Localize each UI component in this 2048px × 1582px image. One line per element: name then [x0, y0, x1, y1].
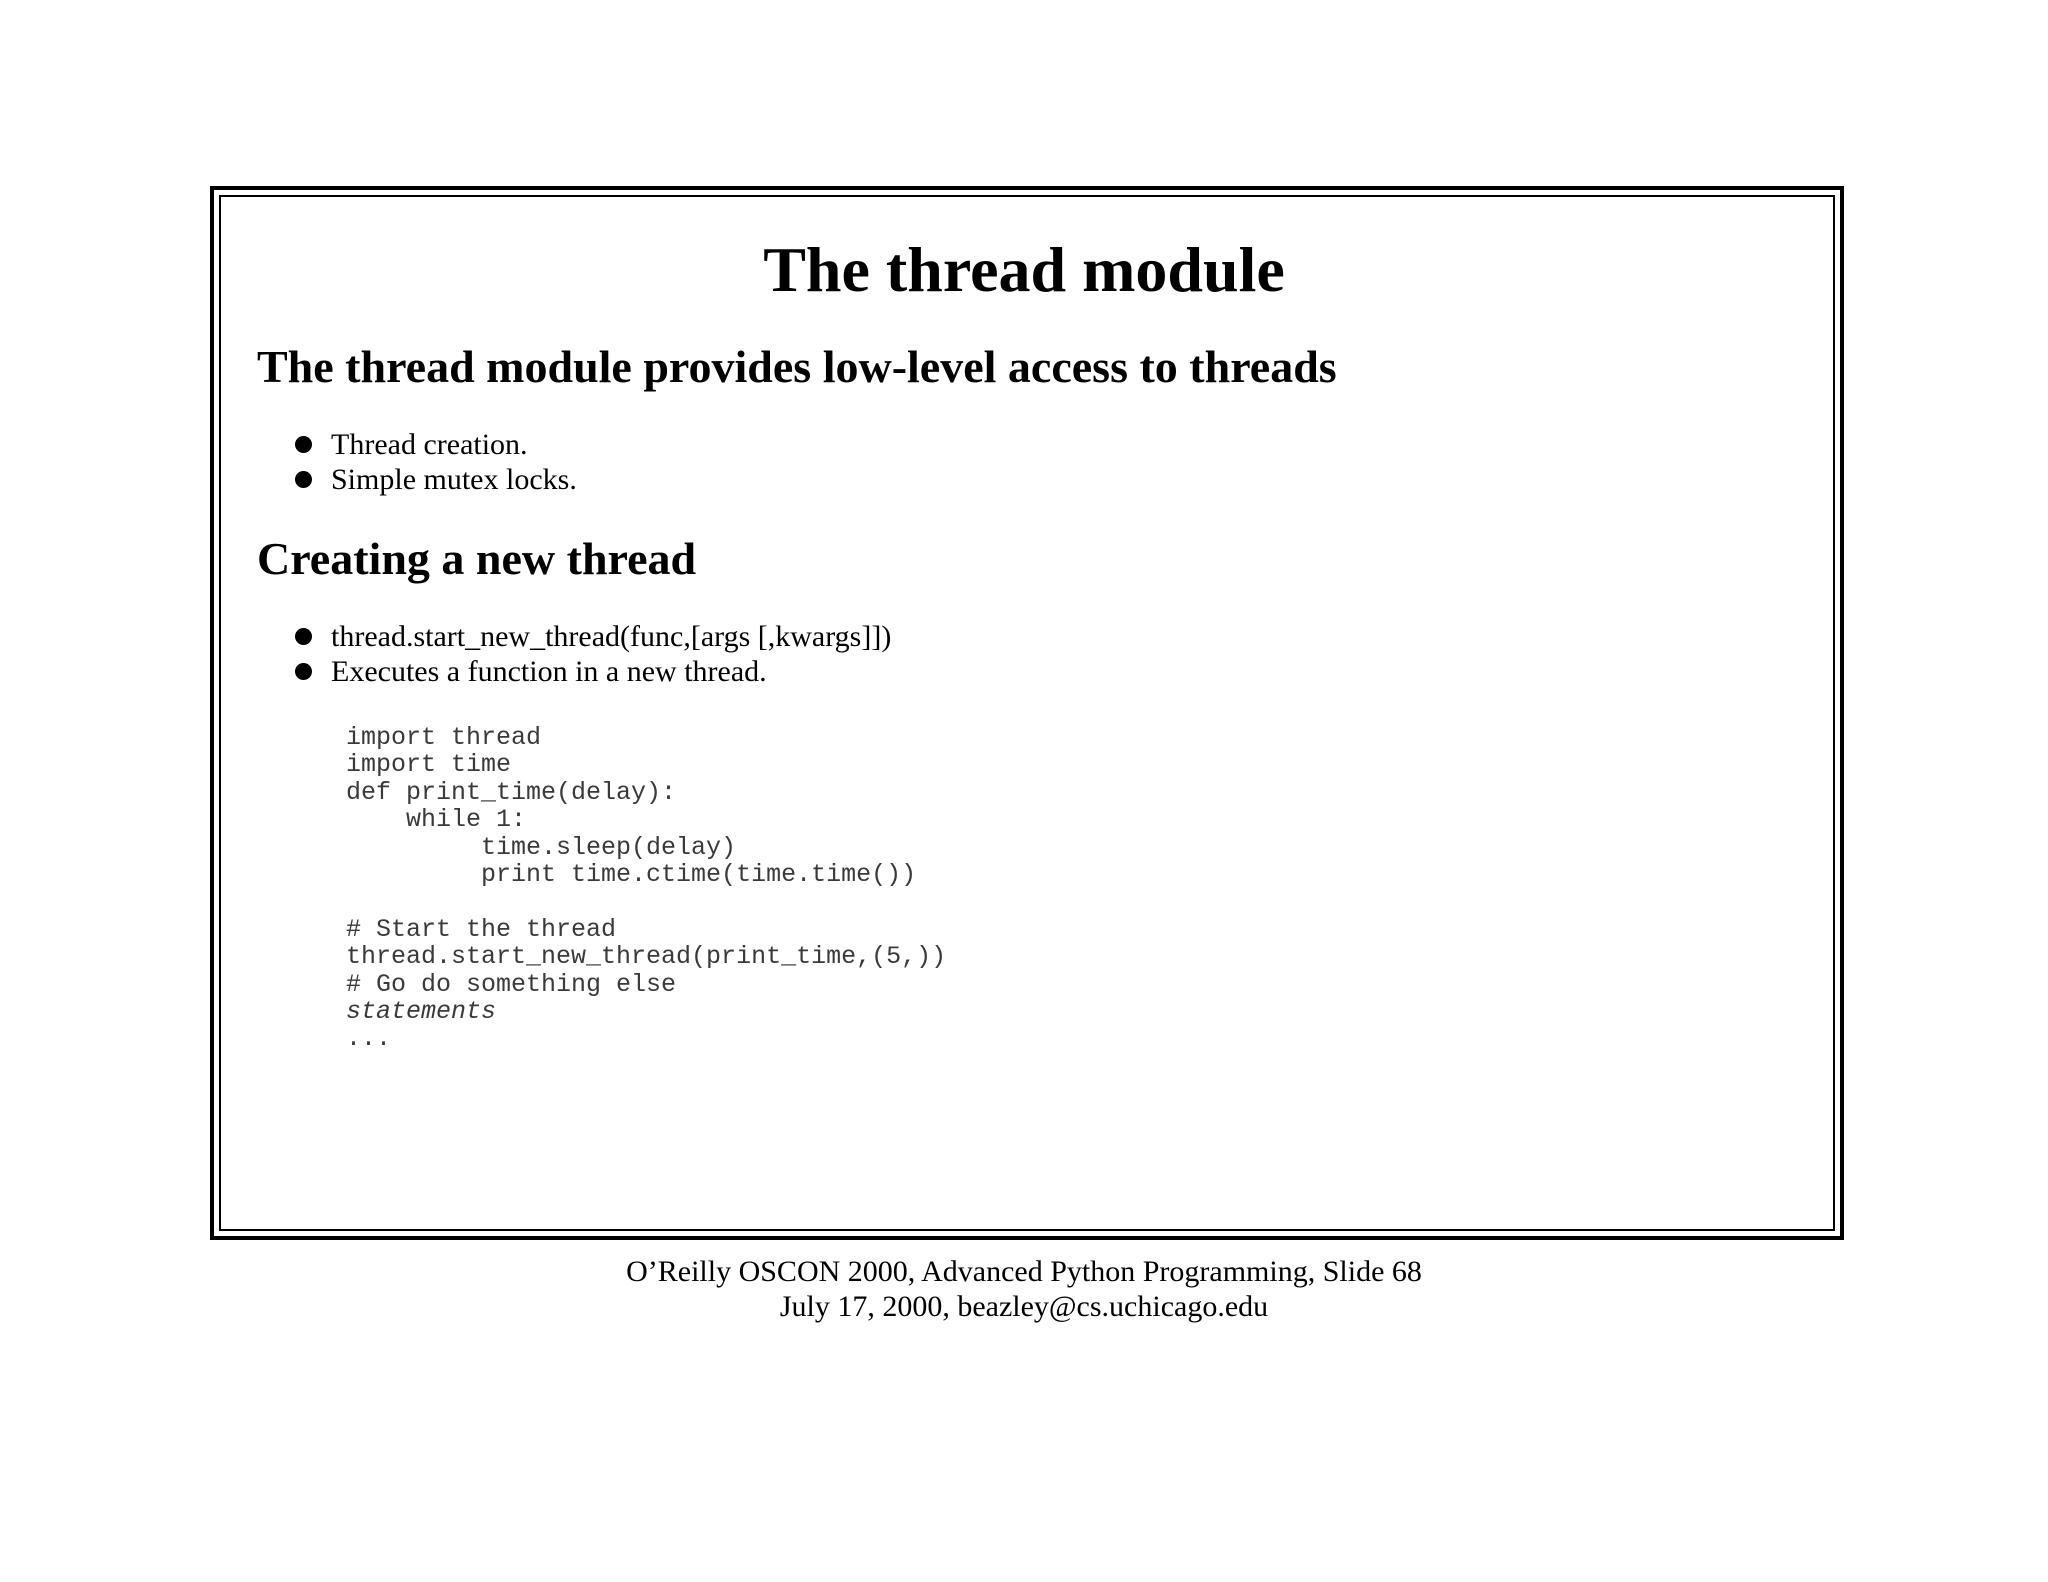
- slide-title: The thread module: [763, 234, 1285, 305]
- bullet-list-thread-features: [295, 427, 577, 497]
- code-line: # Start the thread: [346, 914, 617, 944]
- slide-footer: [0, 1254, 2048, 1324]
- code-line-blank: [346, 888, 946, 915]
- footer-conference-line: O’Reilly OSCON 2000, Advanced Python Programming, Slide 68: [626, 1255, 1422, 1288]
- bullet-list-new-thread: [295, 619, 891, 689]
- bullet-item: [295, 427, 577, 462]
- footer-date-email-line: July 17, 2000, beazley@cs.uchicago.edu: [779, 1290, 1269, 1323]
- bullet-dot-icon: [295, 663, 312, 680]
- bullet-text: Thread creation.: [331, 428, 528, 461]
- code-line: # Go do something else: [346, 969, 677, 999]
- code-line: thread.start_new_thread(print_time,(5,)): [346, 942, 947, 972]
- code-line: import thread: [346, 723, 542, 752]
- code-line: def print_time(delay):: [346, 777, 677, 807]
- code-line: ...: [346, 1024, 392, 1054]
- bullet-dot-icon: [295, 628, 312, 645]
- section-heading-low-level-access: The thread module provides low-level access to threads: [257, 341, 1337, 392]
- code-line: print time.ctime(time.time()): [346, 859, 917, 889]
- code-example: [346, 724, 946, 1053]
- bullet-text: Simple mutex locks.: [331, 463, 577, 496]
- section-heading-creating-thread: Creating a new thread: [257, 533, 697, 584]
- code-line: while 1:: [346, 805, 527, 835]
- code-line: import time: [346, 750, 512, 780]
- code-line: time.sleep(delay): [346, 832, 737, 862]
- bullet-text: thread.start_new_thread(func,[args [,kwargs]]): [331, 620, 892, 653]
- bullet-dot-icon: [295, 436, 312, 453]
- bullet-item: [295, 619, 891, 654]
- bullet-dot-icon: [295, 471, 312, 488]
- bullet-item: [295, 462, 577, 497]
- bullet-item: [295, 654, 891, 689]
- code-line-placeholder: statements: [346, 996, 497, 1026]
- bullet-text: Executes a function in a new thread.: [331, 655, 767, 688]
